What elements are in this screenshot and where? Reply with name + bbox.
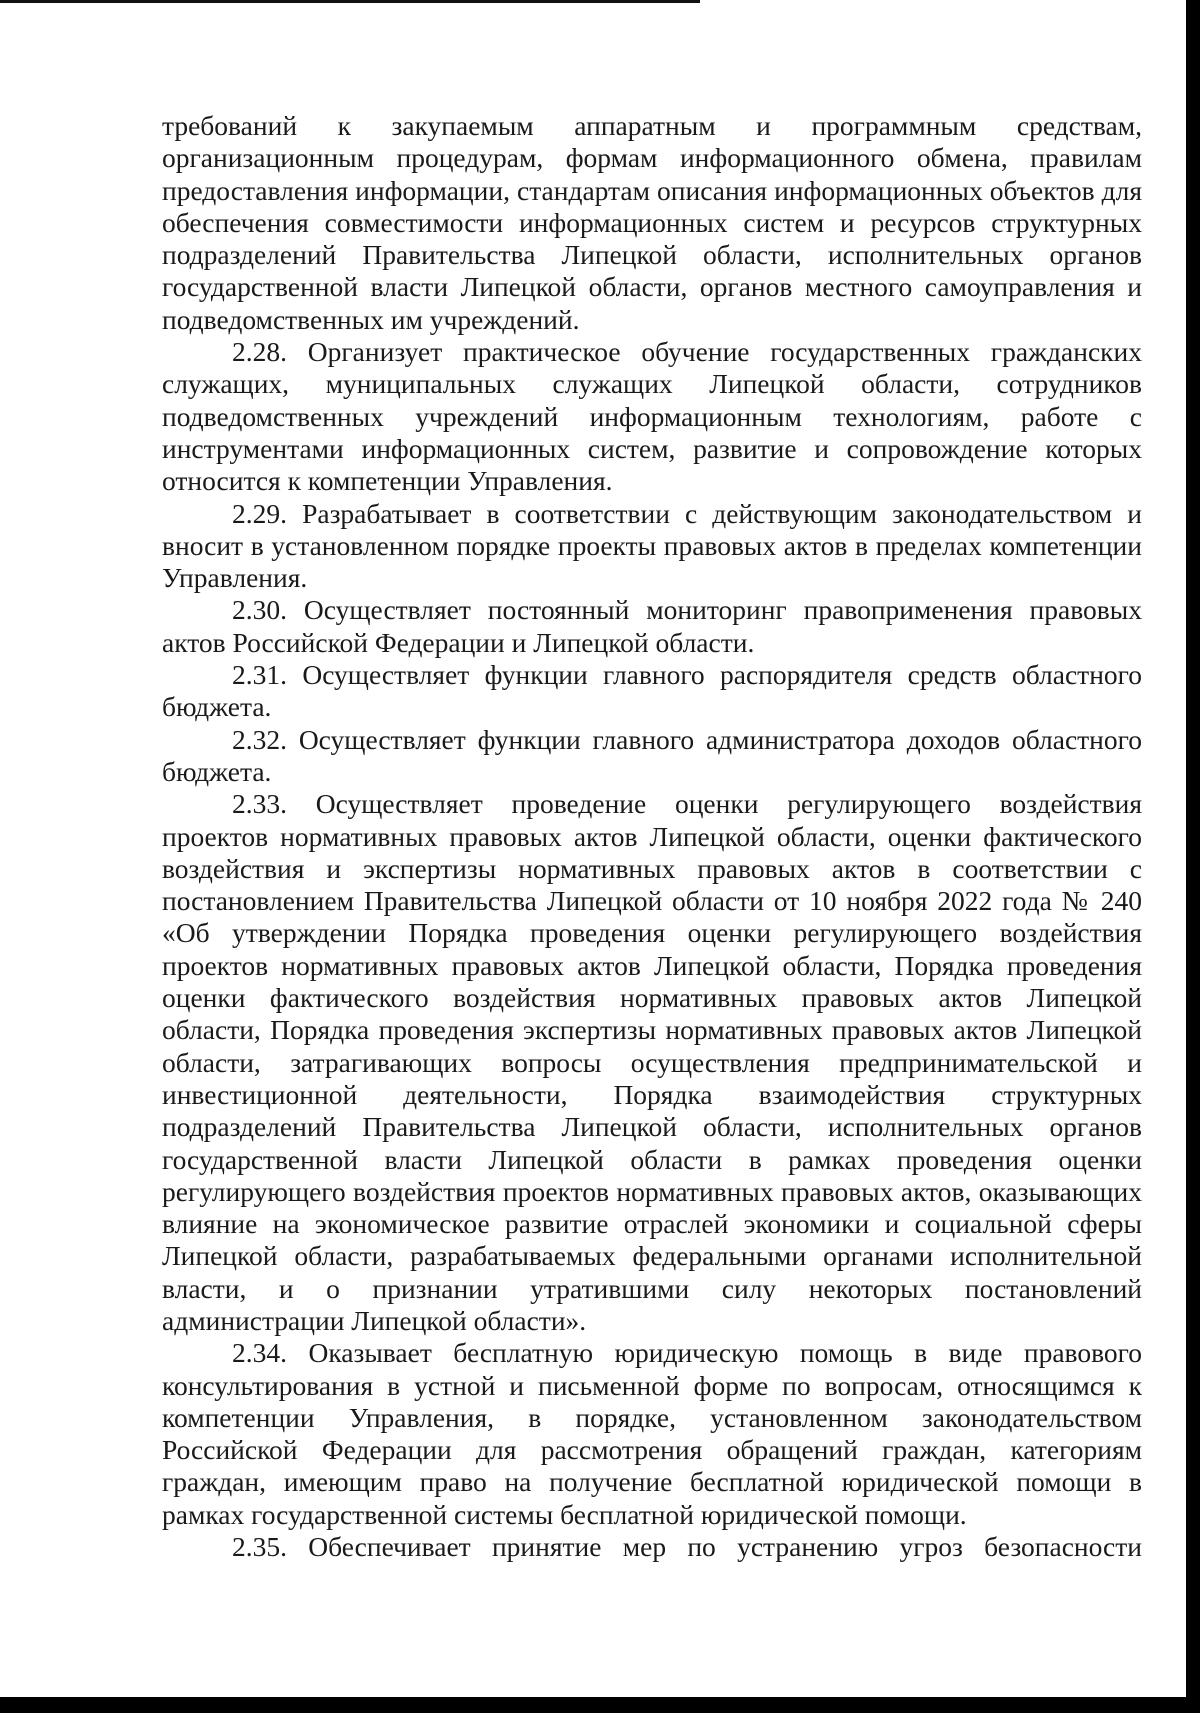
scan-edge-right: [1186, 0, 1200, 1713]
paragraph-2-29: 2.29. Разрабатывает в соответствии с действующим законодательством и вносит в установленном порядке проекты правовых актов в пределах компетенции Управления.: [162, 497, 1142, 594]
paragraph-2-34: 2.34. Оказывает бесплатную юридическую помощь в виде правового консультирования в устной и письменной форме по вопросам, относящимся к компетенции Управления, в порядке, установленном законодательством Российской Федерации для рассмотрения обращений граждан, категориям граждан, имеющим право на получение бесплатной юридической помощи в рамках государственной системы бесплатной юридической помощи.: [162, 1337, 1142, 1530]
paragraph-2-35-start: 2.35. Обеспечивает принятие мер по устранению угроз безопасности: [232, 1531, 1142, 1563]
paragraph-2-30: 2.30. Осуществляет постоянный мониторинг правоприменения правовых актов Российской Федерации и Липецкой области.: [162, 594, 1142, 658]
document-text-body: [162, 110, 1142, 1563]
paragraph-2-33: 2.33. Осуществляет проведение оценки регулирующего воздействия проектов нормативных правовых актов Липецкой области, оценки фактического воздействия и экспертизы нормативных правовых актов в соответствии с постановлением Правительства Липецкой области от 10 ноября 2022 года № 240 «Об утверждении Порядка проведения оценки регулирующего воздействия проектов нормативных правовых актов Липецкой области, Порядка проведения оценки фактического воздействия нормативных правовых актов Липецкой области, Порядка проведения экспертизы нормативных правовых актов Липецкой области, затрагивающих вопросы осуществления предпринимательской и инвестиционной деятельности, Порядка взаимодействия структурных подразделений Правительства Липецкой области, исполнительных органов государственной власти Липецкой области в рамках проведения оценки регулирующего воздействия проектов нормативных правовых актов, оказывающих влияние на экономическое развитие отраслей экономики и социальной сферы Липецкой области, разрабатываемых федеральными органами исполнительной власти, и о признании утратившими силу некоторых постановлений администрации Липецкой области».: [162, 788, 1142, 1336]
scan-edge-bottom: [0, 1697, 1200, 1713]
paragraph-2-27-continuation: требований к закупаемым аппаратным и программным средствам, организационным процедурам, формам информационного обмена, правилам предоставления информации, стандартам описания информационных объектов для обеспечения совместимости информационных систем и ресурсов структурных подразделений Правительства Липецкой области, исполнительных органов государственной власти Липецкой области, органов местного самоуправления и подведомственных им учреждений.: [162, 110, 1142, 335]
paragraph-2-32: 2.32. Осуществляет функции главного администратора доходов областного бюджета.: [162, 723, 1142, 787]
scan-edge-top: [0, 0, 700, 3]
paragraph-2-31: 2.31. Осуществляет функции главного распорядителя средств областного бюджета.: [162, 659, 1142, 723]
paragraph-2-28: 2.28. Организует практическое обучение государственных гражданских служащих, муниципальных служащих Липецкой области, сотрудников подведомственных учреждений информационным технологиям, работе с инструментами информационных систем, развитие и сопровождение которых относится к компетенции Управления.: [162, 336, 1142, 497]
